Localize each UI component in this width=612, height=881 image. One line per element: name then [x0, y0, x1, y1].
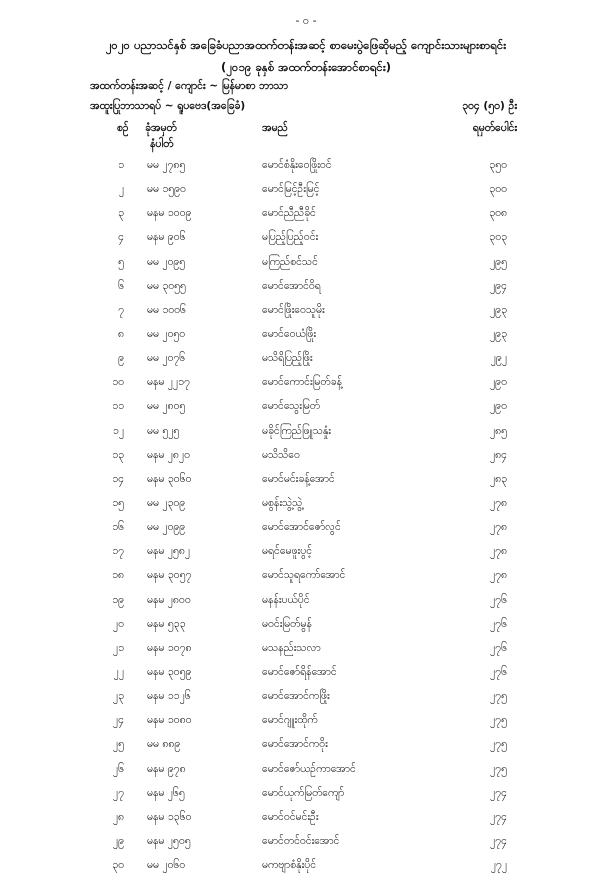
row-number: ၁၇ — [112, 545, 124, 558]
student-name: မနန်းပယ်ပိုင် — [262, 593, 310, 606]
row-number: ၉ — [118, 352, 124, 365]
row-number: ၃ — [118, 207, 124, 220]
total-score: ၃၀၀ — [489, 183, 507, 196]
student-name: မောင်အောင်ကဖြိုး — [262, 690, 330, 703]
table-row — [0, 519, 612, 543]
table-row — [0, 736, 612, 760]
roll-number: မနမ ၂၆၅ — [147, 786, 185, 799]
roll-number: မနမ ၂၈၂၀ — [147, 448, 190, 461]
results-table — [0, 157, 612, 881]
table-row — [0, 205, 612, 229]
row-number: ၂၇ — [112, 786, 124, 799]
row-number: ၁၈ — [112, 569, 124, 582]
total-score: ၂၇၅ — [490, 690, 507, 703]
table-row — [0, 398, 612, 422]
student-name: မောင်ဖြိုးဝေသူမိုး — [262, 303, 325, 316]
row-number: ၄ — [118, 231, 124, 244]
total-score: ၂၇၂ — [490, 859, 507, 872]
row-number: ၁၅ — [112, 496, 124, 509]
row-number: ၂၅ — [112, 738, 124, 751]
row-number: ၁၀ — [112, 376, 124, 389]
student-name: မခိုင်ကြည်ဖြူသနှုံး — [262, 424, 331, 437]
roll-number: မမ ၂၀၆၀ — [147, 859, 186, 872]
table-row — [0, 374, 612, 398]
roll-number: မနမ ၂၅၈၂ — [147, 545, 190, 558]
row-number: ၁၆ — [112, 521, 124, 534]
roll-number: မနမ ၁၀၇၈ — [147, 641, 192, 654]
student-name: မဝင်းမြတ်မွန် — [262, 617, 312, 630]
total-score: ၂၇၅ — [490, 762, 507, 775]
total-score: ၂၇၆ — [490, 665, 507, 678]
document-section-title: အထက်တန်းအဆင့် / ကျောင်း ~ မြန်မာစာ ဘာသာ — [90, 80, 288, 92]
roll-number: မမ ၁၅၉၀ — [147, 183, 186, 196]
table-row — [0, 302, 612, 326]
student-name: မပြည့်ပြည့်ဝင်း — [262, 231, 319, 244]
student-name: မောင်ယုက်မြတ်ကျော် — [262, 786, 345, 799]
total-score: ၂၇၅ — [490, 714, 507, 727]
total-score: ၂၈၃ — [489, 472, 507, 485]
roll-number: မမ ၁၀၀၆ — [147, 303, 186, 316]
row-number: ၁၁ — [112, 400, 124, 413]
roll-number: မမ ၂၀၉၉ — [147, 521, 186, 534]
student-name: မစွန်းသွဲ့သွဲ့ — [262, 496, 303, 509]
table-row — [0, 616, 612, 640]
page-number: - ၀ - — [295, 14, 317, 27]
table-row — [0, 278, 612, 302]
student-name: မောင်မြင့်ဦးမြင့် — [262, 183, 320, 196]
row-number: ၂၃ — [112, 690, 124, 703]
table-row — [0, 543, 612, 567]
row-number: ၂၄ — [112, 714, 124, 727]
table-row — [0, 688, 612, 712]
row-number: ၂၀ — [112, 617, 124, 630]
total-score: ၂၇၆ — [490, 593, 507, 606]
table-row — [0, 447, 612, 471]
table-row — [0, 833, 612, 857]
student-name: မောင်သွေးမြတ် — [262, 400, 320, 413]
student-name: မောင်ဝေယံဖြိုး — [262, 327, 317, 340]
student-name: မောင်အောင်ဇော်လွင် — [262, 521, 341, 534]
row-number: ၁၉ — [112, 593, 124, 606]
row-number: ၆ — [118, 279, 124, 292]
row-number: ၂၈ — [112, 810, 124, 823]
roll-number: မမ ၅၂၅ — [147, 424, 180, 437]
row-number: ၁၂ — [112, 424, 124, 437]
roll-number: မမ ၃၀၅၅ — [147, 279, 186, 292]
table-row — [0, 157, 612, 181]
roll-number: မနမ ၉၀၆ — [147, 231, 186, 244]
row-number: ၁ — [118, 159, 124, 171]
table-row — [0, 857, 612, 881]
total-score: ၂၇၄ — [490, 810, 507, 823]
roll-number: မမ ၈၈၉ — [147, 738, 181, 751]
student-name: မောင်တင်ဝင်းအောင် — [262, 834, 340, 847]
total-score: ၂၉၃ — [490, 303, 507, 316]
student-name: မောင်ဇော်ယဉ်ကာအောင် — [262, 762, 356, 775]
table-row — [0, 229, 612, 253]
roll-number: မနမ ၂၈၀၀ — [147, 593, 191, 606]
student-name: မောင်စံနိုးဝေဖြိုးဝင် — [262, 159, 332, 171]
student-count: ၃၀၄ (၅၀) ဦး — [462, 100, 517, 112]
roll-number: မနမ ၉၇၈ — [147, 762, 186, 775]
total-score: ၂၇၄ — [490, 786, 507, 799]
roll-number: မနမ ၁၀၀၉ — [147, 207, 192, 220]
column-header-no: စဉ် — [117, 122, 129, 134]
total-score: ၂၉၀ — [490, 376, 507, 389]
total-score: ၂၉၄ — [490, 279, 507, 292]
table-row — [0, 495, 612, 519]
row-number: ၂၆ — [112, 762, 124, 775]
table-row — [0, 592, 612, 616]
row-number: ၁၄ — [112, 472, 124, 485]
total-score: ၂၉၅ — [490, 255, 507, 268]
total-score: ၂၉၂ — [490, 352, 507, 365]
table-row — [0, 761, 612, 785]
roll-number: မမ ၂၈၀၅ — [147, 400, 186, 413]
table-row — [0, 567, 612, 591]
row-number: ၅ — [118, 255, 124, 268]
total-score: ၂၇၄ — [490, 834, 507, 847]
document-subtitle: (၂၀၁၉ ခုနှစ် အထက်တန်းအောင်စာရင်း) — [220, 60, 391, 74]
total-score: ၂၈၅ — [489, 424, 507, 437]
table-row — [0, 712, 612, 736]
total-score: ၂၇၅ — [490, 738, 507, 751]
student-name: မရင်မေဖူးပွင့် — [262, 545, 313, 558]
row-number: ၈ — [118, 327, 124, 340]
row-number: ၂၁ — [112, 641, 124, 654]
total-score: ၂၇၈ — [489, 569, 507, 582]
student-name: မောင်ဇော်ရိန်အောင် — [262, 665, 337, 678]
total-score: ၂၈၄ — [489, 448, 507, 461]
roll-number: မနမ ၁၃၆၀ — [147, 810, 192, 823]
total-score: ၂၇၈ — [489, 521, 507, 534]
row-number: ၃၀ — [112, 859, 124, 872]
total-score: ၂၉၀ — [490, 400, 507, 413]
row-number: ၂၂ — [113, 665, 124, 678]
roll-number: မနမ ၃၀၅၇ — [147, 569, 192, 582]
total-score: ၂၉၃ — [490, 327, 507, 340]
roll-number: မမ ၂၃၀၉ — [147, 496, 186, 509]
total-score: ၂၇၈ — [489, 545, 507, 558]
row-number: ၇ — [118, 303, 124, 316]
student-name: မကြည်စင်သင် — [262, 255, 318, 268]
roll-number: မနမ ၂၅၀၅ — [147, 834, 191, 847]
column-header-roll: ခုံအမှတ် — [145, 122, 177, 134]
student-name: မောင်ဂျူးထိုက် — [262, 714, 318, 727]
student-name: မကဗျာစံနိုးပိုင် — [262, 859, 317, 872]
table-row — [0, 326, 612, 350]
document-title: ၂၀၂၀ ပညာသင်နှစ် အခြေခံပညာအထက်တန်းအဆင့် စာမေးပွဲဖြေဆိုမည့် ကျောင်းသားများစာရင်း — [105, 38, 507, 52]
roll-number: မမ ၂၇၈၅ — [147, 159, 186, 171]
table-row — [0, 664, 612, 688]
roll-number: မနမ ၁၀၈၀ — [147, 714, 192, 727]
student-name: မောင်သူရကော်အောင် — [262, 569, 346, 582]
table-row — [0, 254, 612, 278]
table-row — [0, 640, 612, 664]
roll-number: မနမ ၃၀၆၀ — [147, 472, 192, 485]
roll-number: မနမ ၁၁၂၆ — [147, 690, 191, 703]
student-name: မောင်ကောင်းမြတ်ခန့် — [262, 376, 342, 389]
roll-number: မနမ ၅၃၃ — [147, 617, 186, 630]
table-row — [0, 350, 612, 374]
row-number: ၂၉ — [112, 834, 124, 847]
roll-number: မမ ၂၀၇၆ — [147, 352, 186, 365]
student-name: မောင်မင်းခန့်အောင် — [262, 472, 335, 485]
column-header-name: အမည် — [262, 122, 288, 134]
roll-number: မနမ ၂၂၁၇ — [147, 376, 190, 389]
table-row — [0, 423, 612, 447]
student-name: မောင်အောင်ဝိရ — [262, 279, 321, 292]
subject-category: အထူးပြုဘာသာရပ် ~ ရူပဗေဒ(အခြေခံ) — [90, 100, 246, 112]
table-row — [0, 809, 612, 833]
column-header-roll-line2: နံပါတ် — [150, 138, 174, 150]
student-name: မောင်အောင်ကဝိုး — [262, 738, 328, 751]
roll-number: မမ ၂၀၅၀ — [147, 327, 186, 340]
total-score: ၃၅၀ — [489, 159, 507, 171]
table-row — [0, 471, 612, 495]
student-name: မောင်ဝင်မင်းဦး — [262, 810, 319, 823]
total-score: ၂၇၈ — [489, 496, 507, 509]
column-header-total: ရမှတ်ပေါင်း — [472, 122, 517, 134]
total-score: ၃၀၃ — [489, 231, 507, 244]
roll-number: မမ ၂၀၉၅ — [147, 255, 186, 268]
total-score: ၃၀၈ — [489, 207, 507, 220]
total-score: ၂၇၆ — [490, 617, 507, 630]
total-score: ၂၇၆ — [490, 641, 507, 654]
table-row — [0, 785, 612, 809]
student-name: မသနည်းသလာ — [262, 641, 321, 654]
roll-number: မနမ ၃၀၅၉ — [147, 665, 192, 678]
row-number: ၁၃ — [112, 448, 124, 461]
table-row — [0, 181, 612, 205]
student-name: မောင်ညီညီခိုင် — [262, 207, 316, 220]
student-name: မသိသိဝေ — [262, 448, 300, 461]
row-number: ၂ — [118, 183, 124, 196]
student-name: မသိရိပြည့်ဖြိုး — [262, 352, 313, 365]
